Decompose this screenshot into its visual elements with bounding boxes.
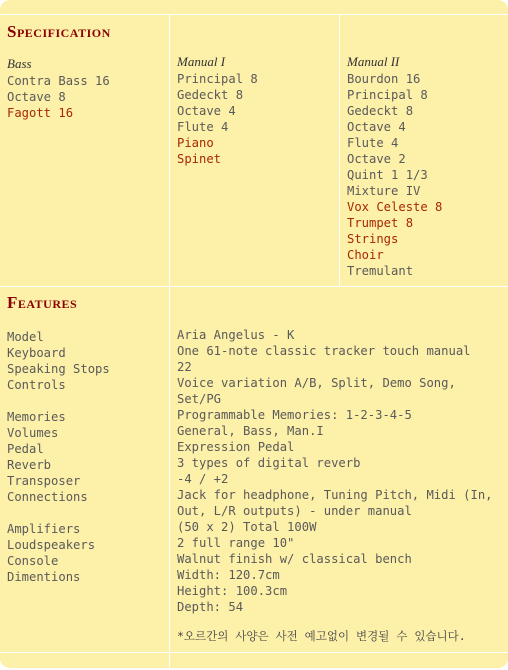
feature-value: Jack for headphone, Tuning Pitch, Midi (In, Out, L/R outputs) - under manual — [177, 488, 493, 518]
bass-heading: Bass — [7, 56, 32, 71]
bass-column — [7, 55, 110, 121]
stop-item: Contra Bass 16 — [7, 74, 110, 88]
feature-label: Connections — [7, 490, 88, 504]
feature-label: Transposer — [7, 474, 81, 488]
stop-item: Octave 4 — [177, 104, 236, 118]
feature-value: Voice variation A/B, Split, Demo Song, Set/PG — [177, 376, 456, 406]
stop-item: Principal 8 — [177, 72, 258, 86]
feature-label: Controls — [7, 378, 66, 392]
stop-item: Octave 8 — [7, 90, 66, 104]
stop-item: Gedeckt 8 — [347, 104, 414, 118]
feature-value: 22 — [177, 360, 192, 374]
feature-value: 3 types of digital reverb — [177, 456, 361, 470]
feature-label: Amplifiers — [7, 522, 81, 536]
manual-1-stop-list — [177, 71, 258, 167]
feature-label: Volumes — [7, 426, 59, 440]
stop-item: Flute 4 — [177, 120, 229, 134]
feature-label — [7, 585, 167, 601]
feature-value: 2 full range 10" — [177, 536, 295, 550]
feature-label: Pedal — [7, 442, 44, 456]
feature-labels — [7, 329, 167, 617]
stop-item: Octave 2 — [347, 152, 406, 166]
stop-item: Gedeckt 8 — [177, 88, 244, 102]
stop-item: Vox Celeste 8 — [347, 200, 443, 214]
manual-2-stop-list — [347, 71, 442, 279]
feature-value: One 61-note classic tracker touch manual — [177, 344, 471, 358]
feature-value: Aria Angelus - K — [177, 328, 295, 342]
manual-2-column — [347, 53, 442, 279]
manual-1-column — [177, 53, 258, 167]
features-title: Features — [7, 293, 78, 312]
stop-item: Octave 4 — [347, 120, 406, 134]
stop-item: Quint 1 1/3 — [347, 168, 428, 182]
divider-vertical-2 — [339, 14, 340, 286]
feature-value: Programmable Memories: 1-2-3-4-5 — [177, 408, 412, 422]
divider-horizontal-bottom — [0, 652, 508, 653]
feature-label: Loudspeakers — [7, 538, 96, 552]
feature-value: General, Bass, Man.I — [177, 424, 324, 438]
disclaimer-note: *오르간의 사양은 사전 예고없이 변경될 수 있습니다. — [177, 629, 466, 643]
bass-stop-list — [7, 73, 110, 121]
divider-horizontal-top — [0, 14, 508, 15]
divider-horizontal-middle — [0, 286, 508, 287]
feature-value: Walnut finish w/ classical bench — [177, 552, 412, 566]
feature-label: Reverb — [7, 458, 52, 472]
feature-value: Expression Pedal — [177, 440, 295, 454]
stop-item: Choir — [347, 248, 384, 262]
feature-value: Depth: 54 — [177, 600, 244, 614]
stop-item: Principal 8 — [347, 88, 428, 102]
stop-item: Mixture IV — [347, 184, 421, 198]
feature-label: Speaking Stops — [7, 362, 110, 376]
feature-value: (50 x 2) Total 100W — [177, 520, 317, 534]
stop-item: Fagott 16 — [7, 106, 74, 120]
feature-label: Console — [7, 554, 59, 568]
stop-item: Spinet — [177, 152, 222, 166]
specification-title: Specification — [7, 22, 111, 41]
feature-value: Height: 100.3cm — [177, 584, 288, 598]
manual-1-heading: Manual I — [177, 54, 226, 69]
manual-2-heading: Manual II — [347, 54, 400, 69]
feature-label: Model — [7, 330, 44, 344]
stop-item: Bourdon 16 — [347, 72, 421, 86]
feature-label: Keyboard — [7, 346, 66, 360]
feature-values — [177, 327, 499, 615]
stop-item: Strings — [347, 232, 399, 246]
feature-label: Dimentions — [7, 570, 81, 584]
divider-vertical-1 — [169, 14, 170, 668]
stop-item: Trumpet 8 — [347, 216, 414, 230]
stop-item: Piano — [177, 136, 214, 150]
feature-value: Width: 120.7cm — [177, 568, 280, 582]
feature-label — [7, 601, 167, 617]
stop-item: Tremulant — [347, 264, 414, 278]
feature-value: -4 / +2 — [177, 472, 229, 486]
stop-item: Flute 4 — [347, 136, 399, 150]
feature-label: Memories — [7, 410, 66, 424]
